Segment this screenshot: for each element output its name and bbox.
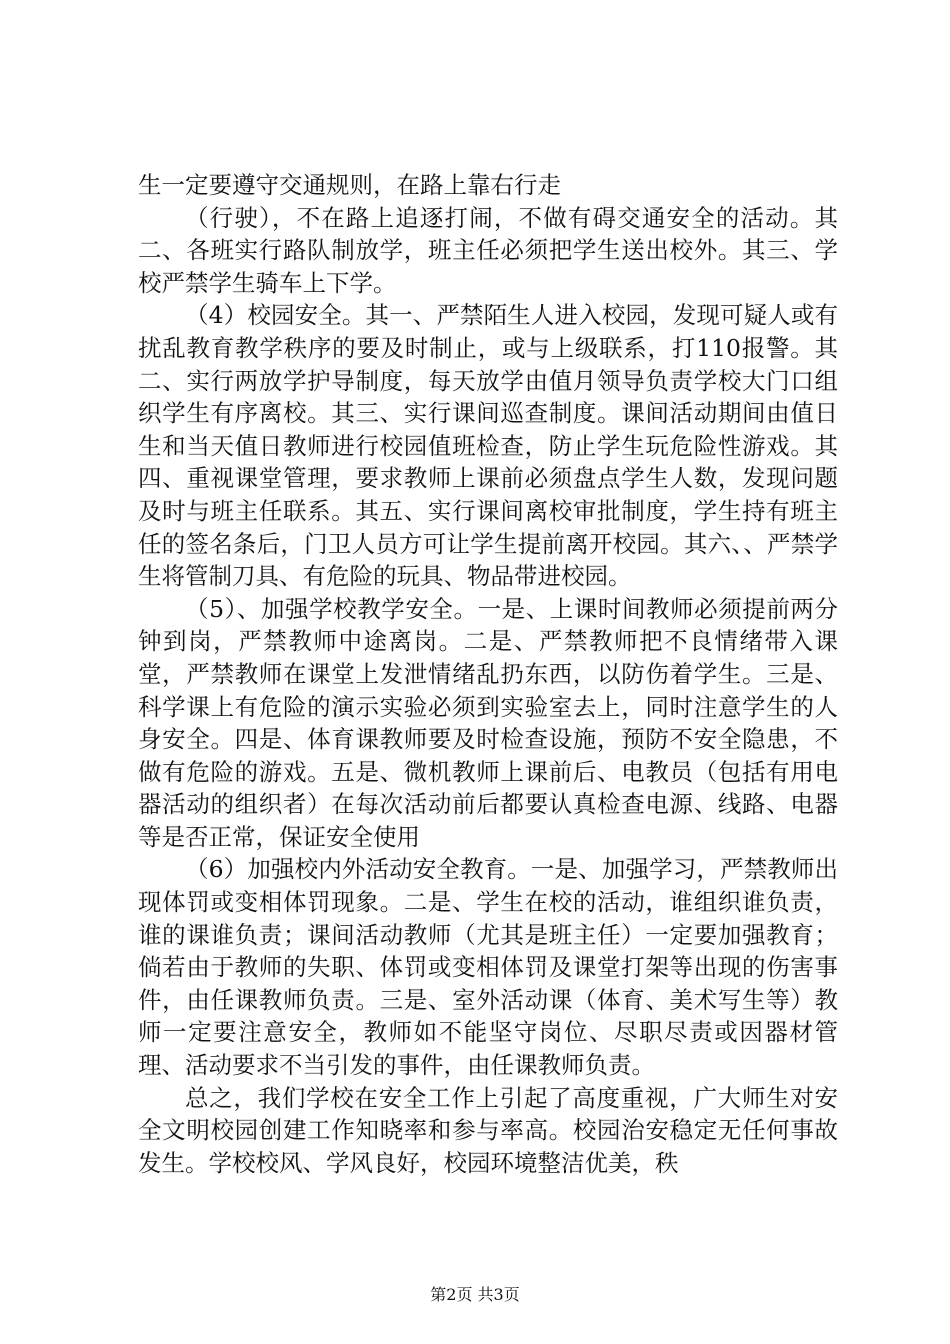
paragraph-teaching-safety: （5）、加强学校教学安全。一是、上课时间教师必须提前两分钟到岗，严禁教师中途离岗。二是、严禁教师把不良情绪带入课堂，严禁教师在课堂上发泄情绪乱扔东西，以防伤着学生。三是、科学课上有危险的演示实验必须到实验室去上，同时注意学生的人身安全。四是、体育课教师要及时检查设施，预防不安全隐患，不做有危险的游戏。五是、微机教师上课前后、电教员（包括有用电器活动的组织者）在每次活动前后都要认真检查电源、线路、电器等是否正常，保证安全使用 [138, 594, 838, 851]
paragraph-summary: 总之，我们学校在安全工作上引起了高度重视，广大师生对安全文明校园创建工作知晓率和参与率高。校园治安稳定无任何事故发生。学校校风、学风良好，校园环境整洁优美，秩 [138, 1083, 838, 1177]
document-body [138, 169, 838, 1179]
paragraph-traffic-continued: 生一定要遵守交通规则，在路上靠右行走 [138, 171, 561, 199]
paragraph-campus-safety: （4）校园安全。其一、严禁陌生人进入校园，发现可疑人或有扰乱教育教学秩序的要及时制止，或与上级联系，打110报警。其二、实行两放学护导制度，每天放学由值月领导负责学校大门口组织学生有序离校。其三、实行课间巡查制度。课间活动期间由值日生和当天值日教师进行校园值班检查，防止学生玩危险性游戏。其四、重视课堂管理，要求教师上课前必须盘点学生人数，发现问题及时与班主任联系。其五、实行课间离校审批制度，学生持有班主任的签名条后，门卫人员方可让学生提前离开校园。其六、、严禁学生将管制刀具、有危险的玩具、物品带进校园。 [138, 301, 838, 591]
paragraph-activity-safety: （6）加强校内外活动安全教育。一是、加强学习，严禁教师出现体罚或变相体罚现象。二是、学生在校的活动，谁组织谁负责，谁的课谁负责；课间活动教师（尤其是班主任）一定要加强教育；倘若由于教师的失职、体罚或变相体罚及课堂打架等出现的伤害事件，由任课教师负责。三是、室外活动课（体育、美术写生等）教师一定要注意安全，教师如不能坚守岗位、尽职尽责或因器材管理、活动要求不当引发的事件，由任课教师负责。 [138, 855, 838, 1080]
page-number-footer: 第2页 共3页 [430, 1285, 520, 1304]
paragraph-traffic-rules: （行驶），不在路上追逐打闹，不做有碍交通安全的活动。其二、各班实行路队制放学，班主任必须把学生送出校外。其三、学校严禁学生骑车上下学。 [138, 203, 838, 297]
